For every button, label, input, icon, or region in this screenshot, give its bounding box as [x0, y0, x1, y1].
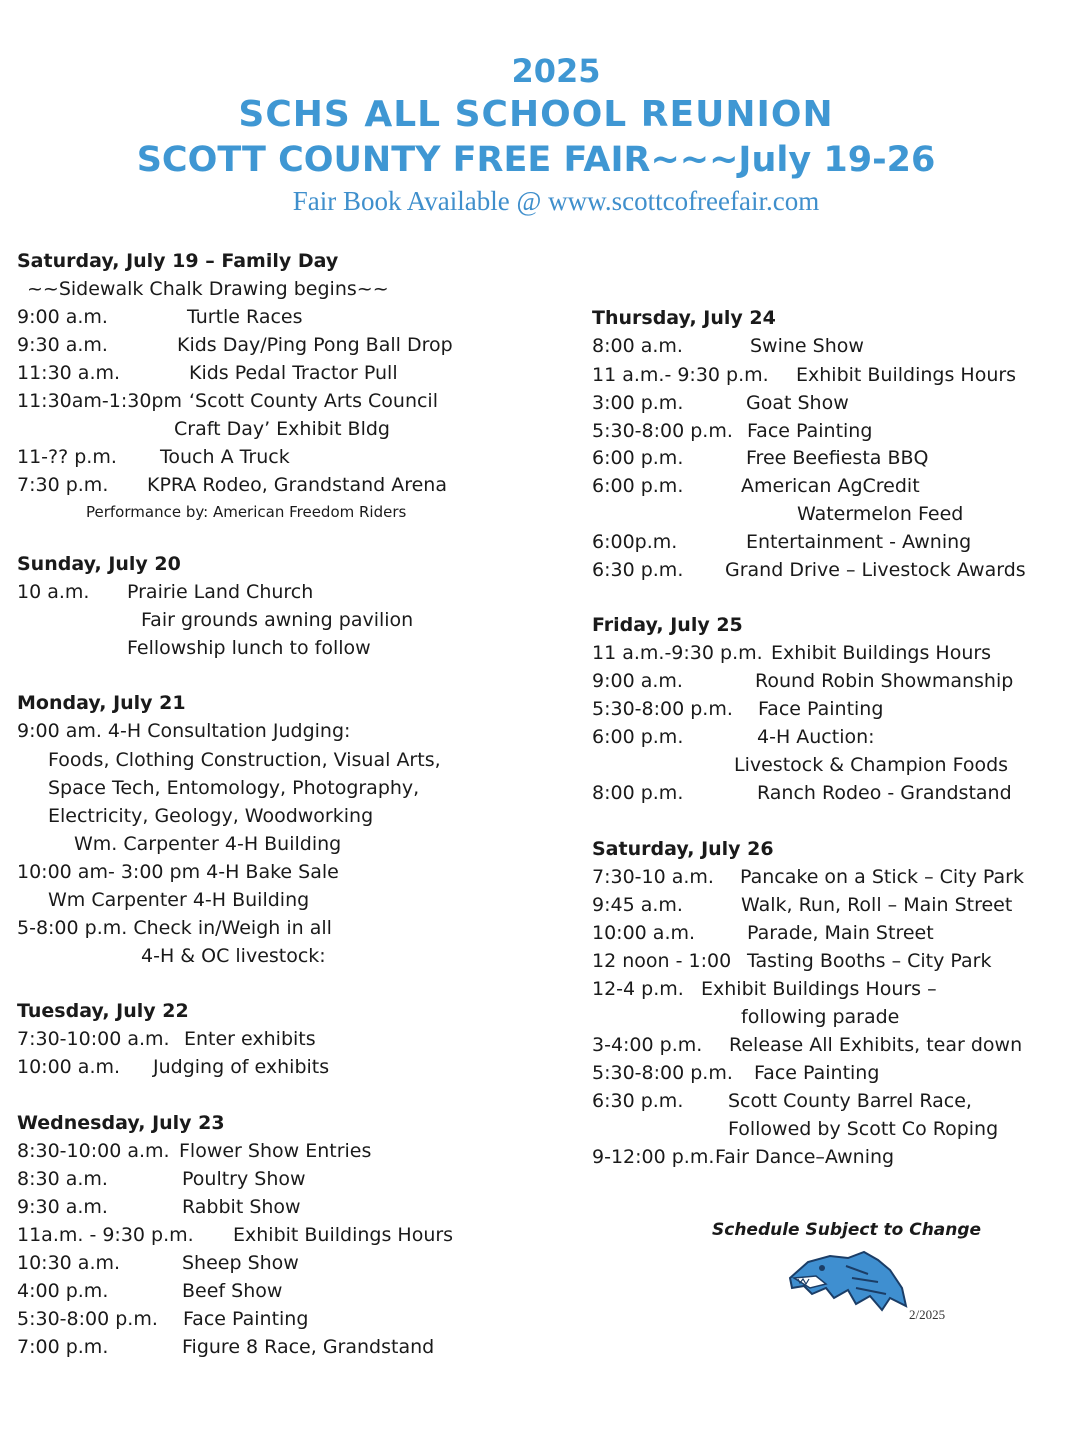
event-time: 9:45 a.m.: [592, 894, 683, 916]
event-name: Judging of exhibits: [153, 1056, 330, 1078]
event-time: 4:00 p.m.: [17, 1280, 109, 1302]
schedule-line: 10:00 am- 3:00 pm 4-H Bake Sale: [17, 861, 339, 883]
event-name: Enter exhibits: [184, 1028, 316, 1050]
event-name: Kids Pedal Tractor Pull: [189, 362, 398, 384]
event-name: Face Painting: [183, 1308, 309, 1330]
event-name: Face Painting: [754, 1062, 880, 1084]
event-name: Free Beefiesta BBQ: [746, 447, 929, 469]
schedule-change-note: Schedule Subject to Change: [712, 1220, 982, 1240]
event-detail: Fellowship lunch to follow: [127, 637, 371, 659]
event-time: 11:30am-1:30pm: [17, 390, 182, 412]
event-name: American AgCredit: [741, 475, 920, 497]
event-time: 6:30 p.m.: [592, 1090, 684, 1112]
event-time: 11a.m. - 9:30 p.m.: [17, 1224, 194, 1246]
event-name: Exhibit Buildings Hours –: [701, 978, 937, 1000]
event-name: Craft Day’ Exhibit Bldg: [174, 418, 390, 440]
event-time: 10 a.m.: [17, 581, 90, 603]
event-time: 6:00 p.m.: [592, 447, 684, 469]
day-heading: Monday, July 21: [17, 692, 186, 714]
day-heading: Saturday, July 26: [592, 838, 774, 860]
bobcat-mascot-icon: [786, 1248, 910, 1318]
schedule-line: Wm. Carpenter 4-H Building: [74, 833, 342, 855]
event-time: 7:30 p.m.: [17, 474, 109, 496]
event-name: Rabbit Show: [182, 1196, 301, 1218]
event-time: 5:30-8:00 p.m.: [17, 1308, 158, 1330]
event-time: 9:00 a.m.: [17, 306, 108, 328]
day-heading: Sunday, July 20: [17, 553, 181, 575]
event-time: 6:00 p.m.: [592, 726, 684, 748]
event-name: Sheep Show: [182, 1252, 299, 1274]
event-time: 7:30-10:00 a.m.: [17, 1028, 170, 1050]
event-name: Scott County Barrel Race,: [728, 1090, 972, 1112]
event-time: 7:30-10 a.m.: [592, 866, 714, 888]
event-time: 10:00 a.m.: [17, 1056, 121, 1078]
event-name: Flower Show Entries: [179, 1140, 372, 1162]
event-name: Goat Show: [746, 392, 849, 414]
header-fair-book-link: Fair Book Available @ www.scottcofreefair.com: [292, 186, 820, 216]
event-name: Face Painting: [747, 420, 873, 442]
event-time: 12-4 p.m.: [592, 978, 684, 1000]
event-name: Release All Exhibits, tear down: [729, 1034, 1023, 1056]
event-name: Prairie Land Church: [127, 581, 314, 603]
schedule-line: 5-8:00 p.m. Check in/Weigh in all: [17, 917, 332, 939]
schedule-line: Space Tech, Entomology, Photography,: [48, 777, 420, 799]
day-heading: Tuesday, July 22: [17, 1000, 189, 1022]
event-name: Exhibit Buildings Hours: [771, 642, 992, 664]
header-fair-title: SCOTT COUNTY FREE FAIR~~~July 19-26: [136, 140, 936, 180]
event-name: Figure 8 Race, Grandstand: [182, 1336, 435, 1358]
event-name: Fair Dance–Awning: [715, 1146, 895, 1168]
day-heading: Saturday, July 19 – Family Day: [17, 250, 339, 272]
schedule-line: Electricity, Geology, Woodworking: [48, 805, 374, 827]
event-detail: Watermelon Feed: [797, 503, 964, 525]
event-time: 10:30 a.m.: [17, 1252, 121, 1274]
event-name: Grand Drive – Livestock Awards: [725, 559, 1026, 581]
schedule-line: Foods, Clothing Construction, Visual Arts,: [48, 749, 441, 771]
event-time: 11 a.m.- 9:30 p.m.: [592, 364, 769, 386]
day-heading: Friday, July 25: [592, 614, 743, 636]
event-time: 8:30 a.m.: [17, 1168, 108, 1190]
event-name: Tasting Booths – City Park: [747, 950, 992, 972]
event-time: 10:00 a.m.: [592, 922, 696, 944]
event-detail: Livestock & Champion Foods: [734, 754, 1009, 776]
event-name: KPRA Rodeo, Grandstand Arena: [147, 474, 447, 496]
event-time: 11 a.m.-9:30 p.m.: [592, 642, 763, 664]
event-time: 6:30 p.m.: [592, 559, 684, 581]
event-time: 8:00 a.m.: [592, 335, 683, 357]
event-detail: following parade: [741, 1006, 900, 1028]
day-heading: Thursday, July 24: [592, 307, 776, 329]
event-name: Pancake on a Stick – City Park: [740, 866, 1024, 888]
event-time: 12 noon - 1:00: [592, 950, 732, 972]
event-time: 11-?? p.m.: [17, 446, 117, 468]
event-name: Round Robin Showmanship: [755, 670, 1014, 692]
event-detail: Fair grounds awning pavilion: [141, 609, 414, 631]
event-time: 11:30 a.m.: [17, 362, 121, 384]
event-time: 8:30-10:00 a.m.: [17, 1140, 170, 1162]
event-name: Touch A Truck: [160, 446, 290, 468]
event-name: Walk, Run, Roll – Main Street: [741, 894, 1013, 916]
event-detail: Followed by Scott Co Roping: [728, 1118, 999, 1140]
event-time: 9:30 a.m.: [17, 1196, 108, 1218]
event-time: 3-4:00 p.m.: [592, 1034, 703, 1056]
performance-note: Performance by: American Freedom Riders: [86, 503, 407, 521]
event-name: Parade, Main Street: [747, 922, 934, 944]
event-time: 5:30-8:00 p.m.: [592, 420, 733, 442]
schedule-line: Wm Carpenter 4-H Building: [48, 889, 310, 911]
event-name: ‘Scott County Arts Council: [189, 390, 438, 412]
event-time: 9:00 a.m.: [592, 670, 683, 692]
event-time: 3:00 p.m.: [592, 392, 684, 414]
day-heading: Wednesday, July 23: [17, 1112, 225, 1134]
event-name: Swine Show: [750, 335, 864, 357]
event-time: 5:30-8:00 p.m.: [592, 1062, 733, 1084]
event-time: 7:00 p.m.: [17, 1336, 109, 1358]
event-name: Poultry Show: [182, 1168, 306, 1190]
header-reunion-title: SCHS ALL SCHOOL REUNION: [238, 94, 834, 135]
event-name: 4-H Auction:: [757, 726, 875, 748]
schedule-line: 4-H & OC livestock:: [141, 945, 326, 967]
event-time: 6:00 p.m.: [592, 475, 684, 497]
event-name: Ranch Rodeo - Grandstand: [757, 782, 1012, 804]
event-name: Beef Show: [182, 1280, 283, 1302]
event-time: 8:00 p.m.: [592, 782, 684, 804]
event-name: Face Painting: [758, 698, 884, 720]
event-name: Entertainment - Awning: [746, 531, 972, 553]
event-name: Exhibit Buildings Hours: [233, 1224, 454, 1246]
day-subheading: ~~Sidewalk Chalk Drawing begins~~: [27, 278, 389, 300]
event-time: 9-12:00 p.m.: [592, 1146, 715, 1168]
header-year: 2025: [511, 52, 601, 90]
event-time: 5:30-8:00 p.m.: [592, 698, 733, 720]
event-name: Turtle Races: [187, 306, 303, 328]
schedule-line: 9:00 am. 4-H Consultation Judging:: [17, 720, 351, 742]
event-time: 9:30 a.m.: [17, 334, 108, 356]
event-name: Kids Day/Ping Pong Ball Drop: [177, 334, 453, 356]
revision-date: 2/2025: [909, 1307, 946, 1322]
event-name: Exhibit Buildings Hours: [796, 364, 1017, 386]
event-time: 6:00p.m.: [592, 531, 678, 553]
